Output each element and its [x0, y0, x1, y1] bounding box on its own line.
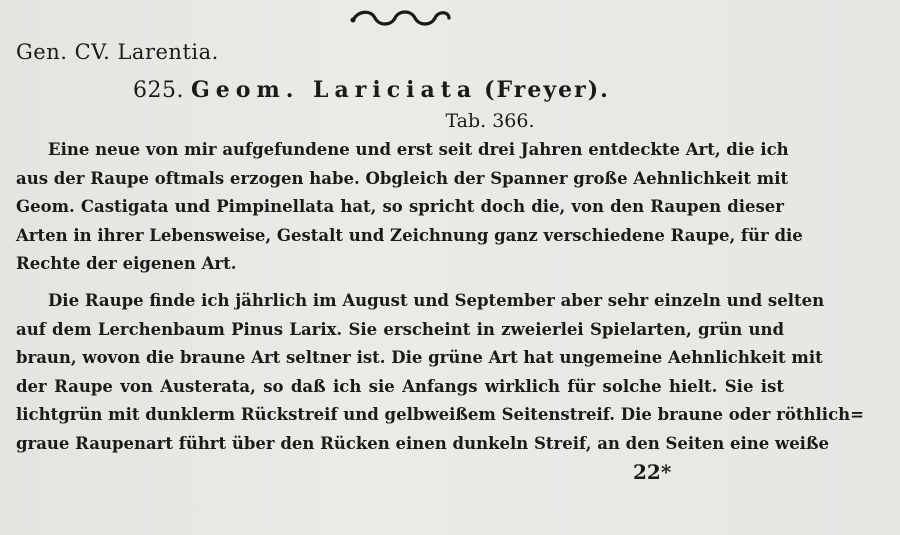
- text-line: auf dem Lerchenbaum Pinus Larix. Sie erscheint in zweierlei Spielarten, grün und: [16, 319, 784, 339]
- text-line: lichtgrün mit dunklerm Rückstreif und gelbweißem Seitenstreif. Die braune oder röthlich=: [16, 405, 864, 425]
- text-line: Rechte der eigenen Art.: [16, 254, 237, 274]
- text-line: der Raupe von Austerata, so daß ich sie Anfangs wirklich für solche hielt. Sie ist: [16, 376, 784, 396]
- body-text: [16, 136, 864, 459]
- text-line: aus der Raupe oftmals erzogen habe. Obgleich der Spanner große Aehnlichkeit mit: [16, 168, 789, 188]
- species-number: 625.: [133, 78, 184, 103]
- genus-heading: Gen. CV. Larentia.: [16, 40, 219, 64]
- text-line: Die Raupe finde ich jährlich im August und September aber sehr einzeln und selten: [48, 290, 825, 310]
- species-name: Geom. Lariciata: [190, 77, 478, 103]
- ornament-icon: [345, 6, 455, 28]
- text-line: graue Raupenart führt über den Rücken einen dunkeln Streif, an den Seiten eine weiße: [16, 433, 829, 453]
- plate-reference: Tab. 366.: [445, 110, 535, 132]
- text-line: Arten in ihrer Lebensweise, Gestalt und Zeichnung ganz verschiedene Raupe, für die: [16, 225, 803, 245]
- text-line: Geom. Castigata und Pimpinellata hat, so spricht doch die, von den Raupen dieser: [16, 197, 784, 217]
- species-author: (Freyer).: [484, 77, 610, 103]
- species-heading: [133, 77, 610, 103]
- text-line: Eine neue von mir aufgefundene und erst seit drei Jahren entdeckte Art, die ich: [48, 140, 789, 159]
- signature-mark: 22*: [633, 460, 672, 484]
- text-line: braun, wovon die braune Art seltner ist. Die grüne Art hat ungemeine Aehnlichkeit mit: [16, 348, 823, 368]
